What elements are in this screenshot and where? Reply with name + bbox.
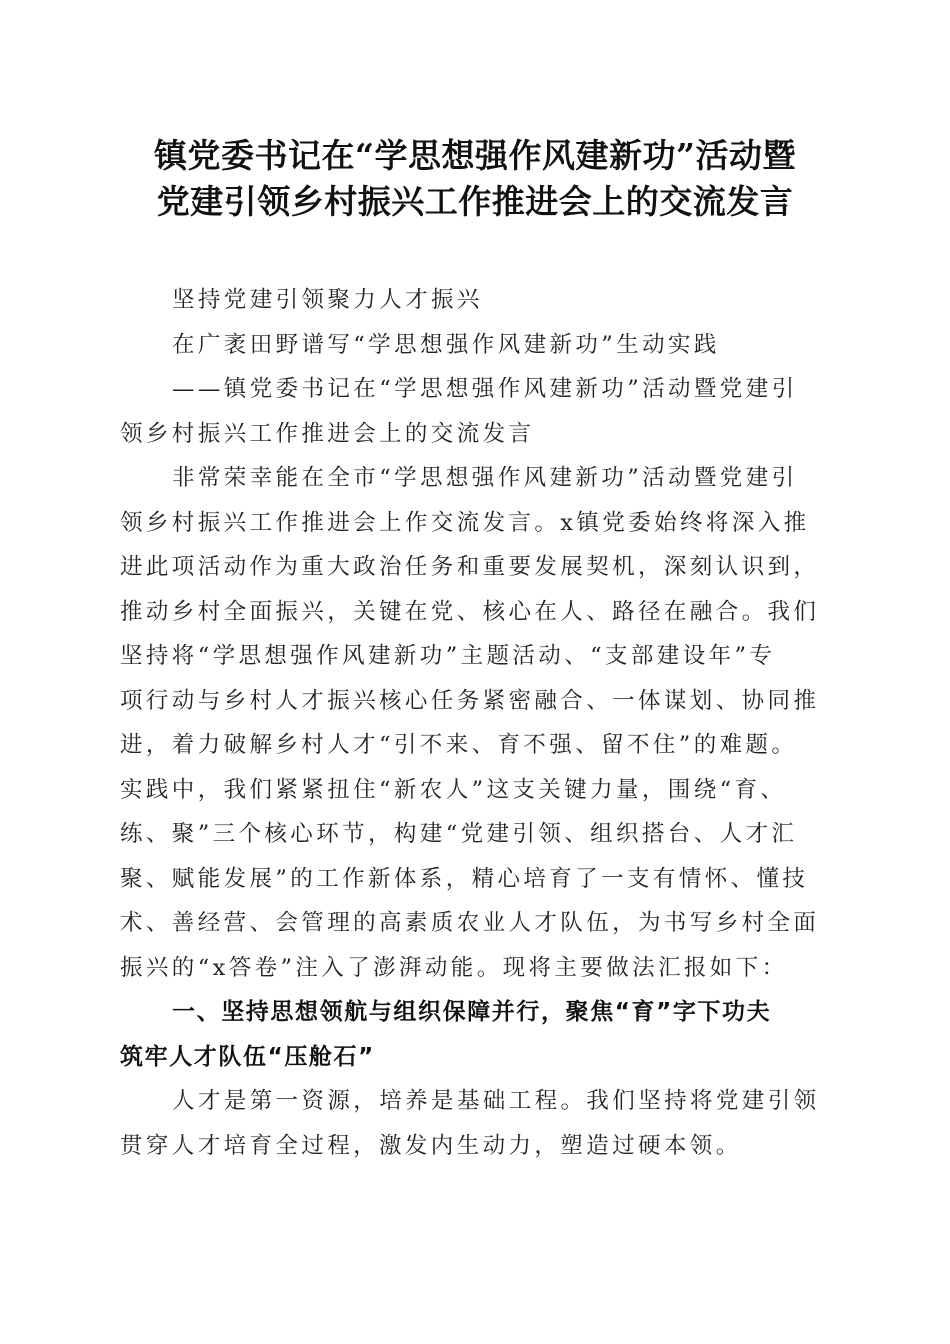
subtitle-line: 在广袤田野谱写“学思想强作风建新功”生动实践 <box>172 331 720 358</box>
subtitle-line: ——镇党委书记在“学思想强作风建新功”活动暨党建引 <box>172 376 798 402</box>
paragraph-line: 振兴的“x答卷”注入了澎湃动能。现将主要做法汇报如下： <box>120 954 788 981</box>
paragraph-line: 聚、赋能发展”的工作新体系，精心培育了一支有情怀、懂技 <box>120 865 809 892</box>
section-heading-line: 筑牢人才队伍“压舱石” <box>120 1043 375 1070</box>
subtitle-line: 领乡村振兴工作推进会上的交流发言 <box>120 420 535 447</box>
subtitle-line: 坚持党建引领聚力人才振兴 <box>172 287 483 313</box>
paragraph-line: 项行动与乡村人才振兴核心任务紧密融合、一体谋划、协同推 <box>120 687 820 714</box>
paragraph-line: 术、善经营、会管理的高素质农业人才队伍，为书写乡村全面 <box>120 910 820 936</box>
paragraph-line: 推动乡村全面振兴，关键在党、核心在人、路径在融合。我们 <box>120 598 820 625</box>
paragraph-line: 实践中，我们紧紧扭住“新农人”这支关键力量，围绕“育、 <box>120 776 787 803</box>
paragraph-line: 贯穿人才培育全过程，激发内生动力，塑造过硬本领。 <box>120 1132 742 1159</box>
paragraph-line: 坚持将“学思想强作风建新功”主题活动、“支部建设年”专 <box>120 643 776 669</box>
paragraph-line: 进此项活动作为重大政治任务和重要发展契机，深刻认识到， <box>120 554 820 580</box>
paragraph-line: 人才是第一资源，培养是基础工程。我们坚持将党建引领 <box>172 1088 820 1114</box>
paragraph-line: 练、聚”三个核心环节，构建“党建引领、组织搭台、人才汇 <box>120 821 798 847</box>
paragraph-line: 进，着力破解乡村人才“引不来、育不强、留不住”的难题。 <box>120 732 798 758</box>
paragraph-line: 领乡村振兴工作推进会上作交流发言。x镇党委始终将深入推 <box>120 509 810 536</box>
document-title-line-1: 镇党委书记在“学思想强作风建新功”活动暨 <box>154 136 796 175</box>
document-title-line-2: 党建引领乡村振兴工作推进会上的交流发言 <box>156 182 794 221</box>
section-heading-line: 一、坚持思想领航与组织保障并行，聚焦“育”字下功夫 <box>172 999 772 1025</box>
document-body <box>120 278 830 1168</box>
paragraph-line: 非常荣幸能在全市“学思想强作风建新功”活动暨党建引 <box>172 465 798 491</box>
